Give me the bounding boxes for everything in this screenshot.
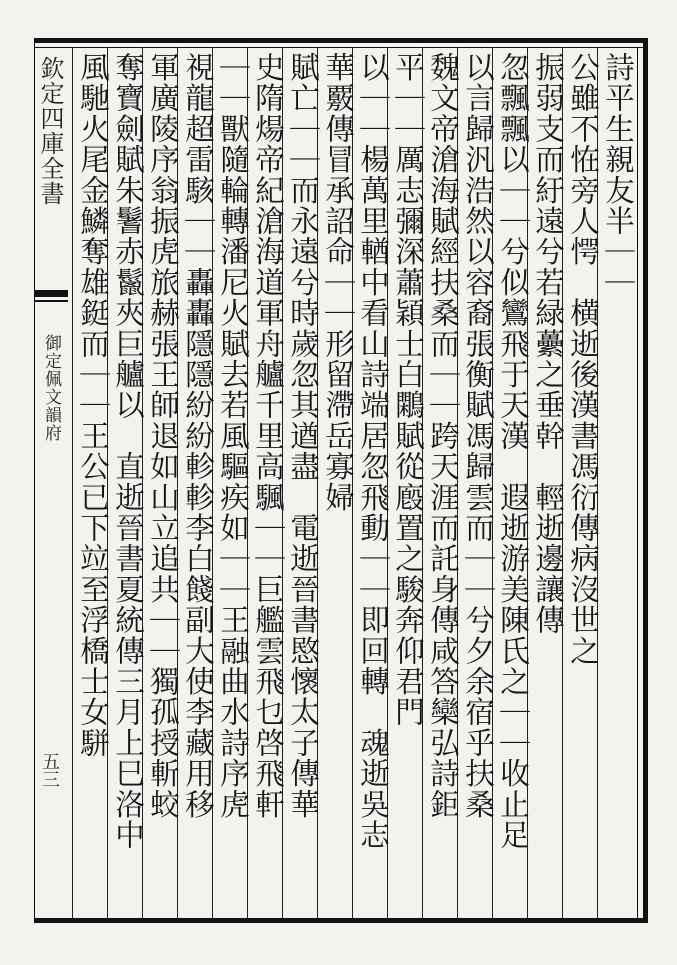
spine-border bbox=[34, 38, 35, 923]
text-column: 視龍超雷駭｜｜轟轟隱隱紛紛軫軫李白餞副大使李藏用移 bbox=[181, 52, 215, 820]
text-column: 詩平生親友半｜｜ bbox=[601, 52, 635, 298]
page-number: 五三 bbox=[39, 752, 60, 788]
text-column: 軍廣陵序翁振虎旅赫張王師退如山立追共｜｜獨孤授斬蛟 bbox=[146, 52, 180, 820]
text-column: 以言歸汎浩然以容裔張衡賦馮歸雲而｜｜兮夕余宿乎扶桑 bbox=[461, 52, 495, 820]
text-column: 忽飄飄以｜｜兮似鸞飛于天漢 遐逝游美陳氏之｜｜收止足 bbox=[496, 52, 530, 851]
text-column: 賦亡｜｜而永遠兮時歲忽其遒盡 電逝晉書愍懷太子傳華 bbox=[286, 52, 320, 820]
text-column: 風馳火尾金鱗奪雄鋌而｜｜王公已下竝至浮橋士女駢 bbox=[76, 52, 110, 759]
frame-bottom-border bbox=[34, 918, 646, 923]
spine-book-title: 欽定四庫全書 bbox=[36, 56, 64, 206]
frame-top-border bbox=[34, 38, 646, 43]
spine-fishtail-line bbox=[34, 300, 68, 302]
text-column: 以｜｜楊萬里輶中看山詩端居忽飛動｜｜即回轉 魂逝吳志 bbox=[356, 52, 390, 851]
spine-fishtail-mark bbox=[34, 290, 68, 297]
frame-right-border bbox=[643, 38, 648, 923]
text-column: ｜｜獸隨輪轉潘尼火賦去若風驅疾如｜｜王融曲水詩序虎 bbox=[216, 52, 250, 820]
frame-inner-top-border bbox=[34, 47, 646, 48]
text-column: 魏文帝滄海賦經扶桑而｜｜跨天涯而託身傳咸答欒弘詩鉅 bbox=[426, 52, 460, 820]
text-column: 公雖不恠旁人愕 横逝後漢書馮衍傳病沒世之 bbox=[566, 52, 600, 666]
text-column: 奪寶劍賦朱鬐赤鬣夾巨艫以 直逝晉書夏統傳三月上巳洛中 bbox=[111, 52, 145, 851]
text-column: 華覈傳冒承詔命｜｜形留滯岳寡婦 bbox=[321, 52, 355, 513]
spine-work-title: 御定佩文韻府 bbox=[41, 334, 61, 442]
text-column: 振弱支而紆遠兮若緑虆之垂幹 輕逝邊讓傳 bbox=[531, 52, 565, 636]
text-column: 平｜｜厲志彌深蕭穎士白鷴賦從廏置之駿奔仰君門 bbox=[391, 52, 425, 728]
text-column: 史隋煬帝紀滄海道軍舟艫千里高颿｜｜巨艦雲飛乜啓飛軒 bbox=[251, 52, 285, 820]
